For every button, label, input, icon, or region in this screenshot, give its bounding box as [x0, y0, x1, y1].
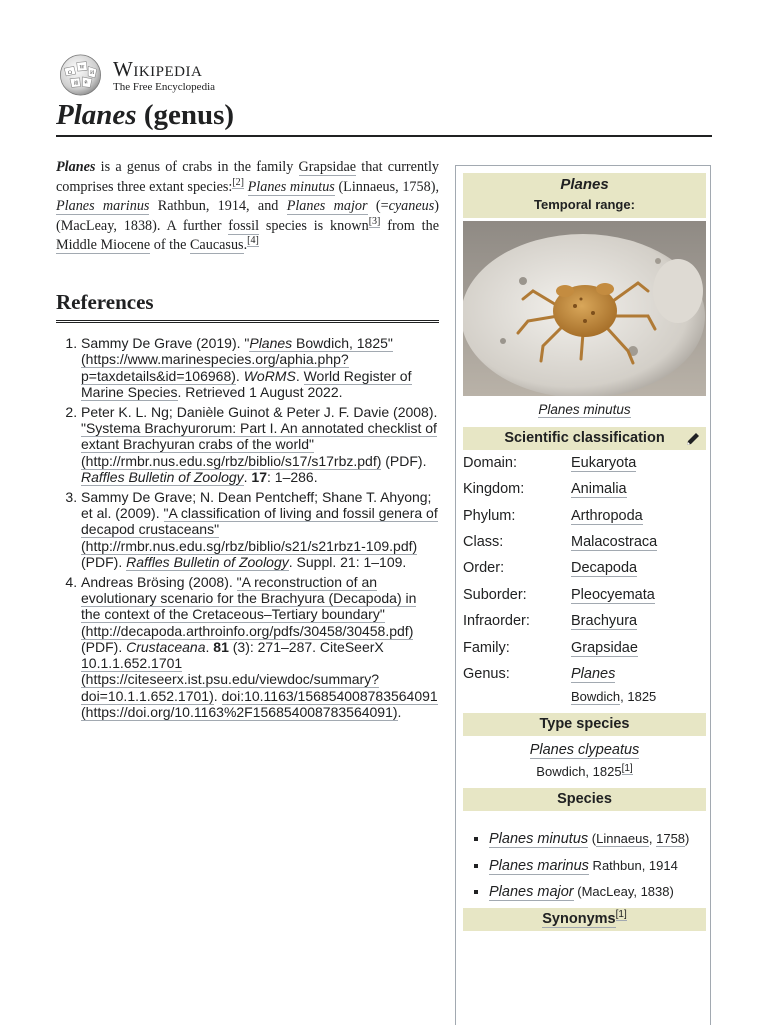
ref4-doi-link[interactable]: doi:10.1163/156854008783564091 (https://doi.org/10.1163%2F156854008783564091)	[81, 687, 438, 721]
pencil-edit-icon[interactable]	[685, 431, 701, 447]
taxon-link-class[interactable]: Malacostraca	[571, 534, 658, 550]
taxon-row-genus: Genus: Planes	[463, 666, 616, 682]
taxobox	[455, 165, 711, 1025]
species-item: ▪ Planes minutus (Linnaeus, 1758)	[489, 826, 729, 853]
taxon-row-domain: Domain: Eukaryota	[463, 455, 637, 471]
type-species-name	[463, 742, 706, 758]
image-caption	[463, 402, 706, 417]
ref2-link[interactable]: "Systema Brachyurorum: Part I. An annotated checklist of extant Brachyuran crabs of the world" (http://rmbr.nus.edu.sg/rbz/biblio/s17/s17rbz.pdf)	[81, 419, 437, 469]
svg-text:ค: ค	[84, 80, 88, 86]
taxon-row-infraorder: Infraorder: Brachyura	[463, 613, 638, 629]
taxobox-header	[463, 173, 706, 218]
species-link[interactable]: Planes marinus	[489, 857, 589, 874]
species-link[interactable]: Planes major	[489, 884, 574, 900]
ref3-link[interactable]: "A classification of living and fossil genera of decapod crustaceans" (http://rmbr.nus.edu.sg/rbz/biblio/s21/s21rbz1-109.pdf)	[81, 504, 438, 554]
caption-link[interactable]: Planes minutus	[538, 402, 631, 417]
ref2-journal-link[interactable]: Raffles Bulletin of Zoology	[81, 468, 244, 485]
taxon-row-phylum: Phylum: Arthropoda	[463, 508, 643, 524]
taxon-link-kingdom[interactable]: Animalia	[571, 481, 627, 497]
temporal-range-label: Temporal range:	[534, 197, 635, 212]
link-linnaeus[interactable]: Linnaeus	[596, 831, 649, 846]
taxon-link-family[interactable]: Grapsidae	[571, 640, 638, 656]
type-species-authority: Bowdich, 1825[1]	[536, 762, 633, 779]
taxobox-title: Planes	[560, 176, 609, 193]
ref1-link[interactable]: Planes Bowdich, 1825" (https://www.marinespecies.org/aphia.php?p=taxdetails&id=106968)	[81, 335, 393, 384]
references-heading: References	[56, 288, 439, 323]
link-planes-clypeatus[interactable]: Planes clypeatus	[529, 742, 640, 758]
link-planes-major[interactable]: Planes major	[286, 198, 368, 214]
cite-1[interactable]: [1]	[621, 762, 633, 774]
ref1-link-worms[interactable]: World Register of Marine Species	[81, 367, 412, 400]
link-planes-minutus[interactable]: Planes minutus	[247, 178, 335, 195]
taxon-row-family: Family: Grapsidae	[463, 640, 638, 656]
link-1758[interactable]: 1758	[656, 831, 686, 846]
reference-item: 1. Sammy De Grave (2019). "Planes Bowdich, 1825" (https://www.marinespecies.org/aphia.php?p=taxdetails&id=106968). WoRMS. World Register of Marine Species. Retrieved 1 August 2022.	[81, 335, 439, 400]
species-list	[470, 826, 729, 906]
cite-4[interactable]: [4]	[247, 235, 259, 247]
cite-3[interactable]: [3]	[368, 215, 381, 227]
species-item: ▪ Planes marinus Rathbun, 1914	[489, 853, 729, 880]
wikipedia-globe-icon	[56, 53, 105, 97]
svg-text:W: W	[79, 65, 85, 71]
taxon-link-domain[interactable]: Eukaryota	[571, 455, 637, 471]
link-middle-miocene[interactable]: Middle Miocene	[56, 237, 151, 253]
page-title: Planes (genus)	[56, 96, 712, 137]
reference-item: 2. Peter K. L. Ng; Danièle Guinot & Peter J. F. Davie (2008). "Systema Brachyurorum: Part I. An annotated checklist of extant Brachyuran crabs of the world" (http://rmbr.nus.edu.sg/rbz/biblio/s17/s17rbz.pdf) (PDF). Raffles Bulletin of Zoology. 17: 1–286.	[81, 404, 439, 485]
link-grapsidae[interactable]: Grapsidae	[298, 159, 357, 175]
taxon-row-suborder: Suborder: Pleocyemata	[463, 587, 655, 603]
references-list	[56, 335, 439, 724]
logo-title: Wikipedia	[113, 56, 203, 81]
genus-name: Planes	[571, 666, 616, 682]
taxon-link-infraorder[interactable]: Brachyura	[571, 613, 638, 629]
species-link[interactable]: Planes minutus	[489, 831, 589, 847]
taxon-row-class: Class: Malacostraca	[463, 534, 658, 550]
reference-item: 3. Sammy De Grave; N. Dean Pentcheff; Shane T. Ahyong; et al. (2009). "A classification of living and fossil genera of decapod crustaceans" (http://rmbr.nus.edu.sg/rbz/biblio/s21/s21rbz1-109.pdf) (PDF). Raffles Bulletin of Zoology. Suppl. 21: 1–109.	[81, 489, 439, 570]
type-species-header: Type species	[463, 713, 706, 736]
species-item: ▪ Planes major (MacLeay, 1838)	[489, 879, 729, 906]
ref4-link[interactable]: "A reconstruction of an evolutionary scenario for the Brachyura (Decapoda) in the context of the Cretaceous–Tertiary boundary" (http://decapoda.arthroinfo.org/pdfs/30458/30458.pdf)	[81, 573, 417, 639]
wikipedia-logo[interactable]	[56, 53, 215, 97]
synonyms-header: Synonyms[1]	[463, 908, 706, 931]
link-planes-marinus[interactable]: Planes marinus	[56, 198, 150, 214]
logo-subtitle: The Free Encyclopedia	[113, 80, 216, 93]
ref3-journal-link[interactable]: Raffles Bulletin of Zoology	[126, 553, 289, 570]
genus-authority: Bowdich, 1825	[571, 689, 657, 704]
svg-text:Ω: Ω	[68, 71, 73, 77]
taxon-link-suborder[interactable]: Pleocyemata	[571, 587, 655, 603]
taxon-row-kingdom: Kingdom: Animalia	[463, 481, 627, 497]
intro-paragraph: Planes is a genus of crabs in the family Grapsidae that currently comprises three extant species:[2] Planes minutus (Linnaeus, 1758), Planes marinus Rathbun, 1914, and Planes major (=cyaneus) (MacLeay, 1838). A further fossil species is known[3] from the Middle Miocene of the Caucasus.[4]	[56, 159, 440, 253]
svg-text:И: И	[90, 71, 95, 77]
link-fossil[interactable]: fossil	[228, 217, 260, 234]
taxon-link-order[interactable]: Decapoda	[571, 560, 638, 576]
cite-1-synonyms[interactable]: [1]	[615, 909, 627, 921]
species-header: Species	[463, 788, 706, 811]
ref4-citeseerx-link[interactable]: 10.1.1.652.1701 (https://citeseerx.ist.psu.edu/viewdoc/summary?doi=10.1.1.652.1701)	[81, 655, 380, 704]
crab-photo[interactable]	[463, 221, 706, 396]
scientific-classification-header: Scientific classification	[463, 427, 706, 450]
link-caucasus[interactable]: Caucasus	[189, 237, 244, 253]
taxon-link-phylum[interactable]: Arthropoda	[571, 508, 643, 524]
crab-photo-image	[463, 221, 706, 396]
taxon-row-order: Order: Decapoda	[463, 560, 638, 576]
reference-item: 4. Andreas Brösing (2008). "A reconstruction of an evolutionary scenario for the Brachyura (Decapoda) in the context of the Cretaceous–Tertiary boundary" (http://decapoda.arthroinfo.org/pdfs/30458/30458.pdf) (PDF). Crustaceana. 81 (3): 271–287. CiteSeerX 10.1.1.652.1701 (https://citeseerx.ist.psu.edu/viewdoc/summary?doi=10.1.1.652.1701). doi:10.1163/156854008783564091 (https://doi.org/10.1163%2F156854008783564091).	[81, 574, 439, 721]
cite-2[interactable]: [2]	[232, 176, 245, 188]
svg-text:維: 維	[73, 81, 79, 87]
link-bowdich[interactable]: Bowdich	[571, 689, 621, 704]
